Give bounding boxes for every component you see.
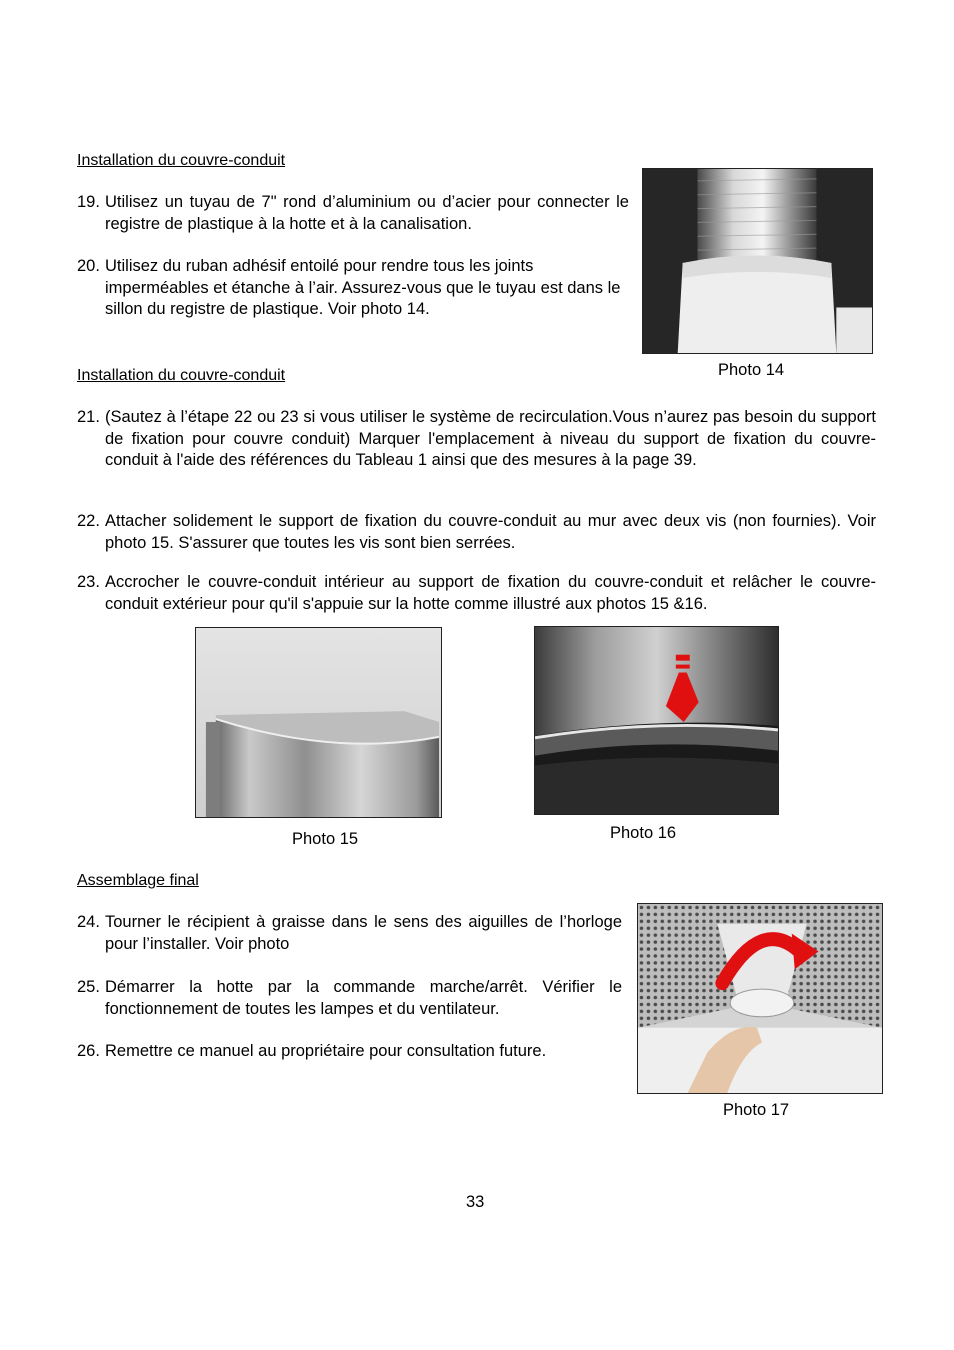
- section-heading-duct-cover-1: Installation du couvre-conduit: [77, 152, 286, 169]
- photo-16-caption: Photo 16: [610, 824, 677, 842]
- step-text: Remettre ce manuel au propriétaire pour consultation future.: [105, 1042, 547, 1060]
- step-number: 25.: [77, 978, 100, 996]
- step-text: Accrocher le couvre-conduit intérieur au support de fixation du couvre-conduit et relâcher le couvre-conduit extérieur pour qu'il s'appuie sur la hotte comme illustré aux photos 15 &16.: [105, 573, 876, 613]
- page-number: 33: [466, 1193, 485, 1211]
- photo-14-duct-pipe: [642, 168, 873, 354]
- photo-15-caption: Photo 15: [292, 830, 359, 848]
- step-text: Attacher solidement le support de fixation du couvre-conduit au mur avec deux vis (non fournies). Voir photo 15. S'assurer que toutes les vis sont bien serrées.: [105, 512, 876, 552]
- step-number: 23.: [77, 573, 100, 591]
- photo-17-grease-cup: [637, 903, 883, 1094]
- photo-17-caption: Photo 17: [723, 1101, 790, 1119]
- photo-15-duct-cover: [195, 627, 442, 818]
- step-text: Démarrer la hotte par la commande marche/arrêt. Vérifier le fonctionnement de toutes les lampes et du ventilateur.: [105, 978, 622, 1018]
- step-text: Tourner le récipient à graisse dans le sens des aiguilles de l’horloge pour l’installer. Voir photo: [105, 913, 622, 953]
- step-number: 21.: [77, 408, 100, 426]
- step-text: Utilisez du ruban adhésif entoilé pour rendre tous les joints imperméables et étanche à l’air. Assurez-vous que le tuyau est dans le sillon du registre de plastique. Voir photo 14.: [105, 257, 621, 318]
- section-heading-duct-cover-2: Installation du couvre-conduit: [77, 367, 286, 384]
- step-number: 26.: [77, 1042, 100, 1060]
- step-number: 20.: [77, 257, 100, 275]
- step-number: 19.: [77, 193, 100, 211]
- photo-14-caption: Photo 14: [718, 361, 785, 379]
- photo-16-duct-cover-arrow: [534, 626, 779, 815]
- step-text: (Sautez à l’étape 22 ou 23 si vous utiliser le système de recirculation.Vous n’aurez pas besoin du support de fixation pour couvre conduit) Marquer l'emplacement à niveau du support de fixation du couvre-conduit à l'aide des références du Tableau 1 ainsi que des mesures à la page 39.: [105, 408, 876, 469]
- step-number: 22.: [77, 512, 100, 530]
- section-heading-final-assembly: Assemblage final: [77, 872, 199, 889]
- step-text: Utilisez un tuyau de 7" rond d’aluminium ou d’acier pour connecter le registre de plastique à la hotte et à la canalisation.: [105, 193, 629, 233]
- step-number: 24.: [77, 913, 100, 931]
